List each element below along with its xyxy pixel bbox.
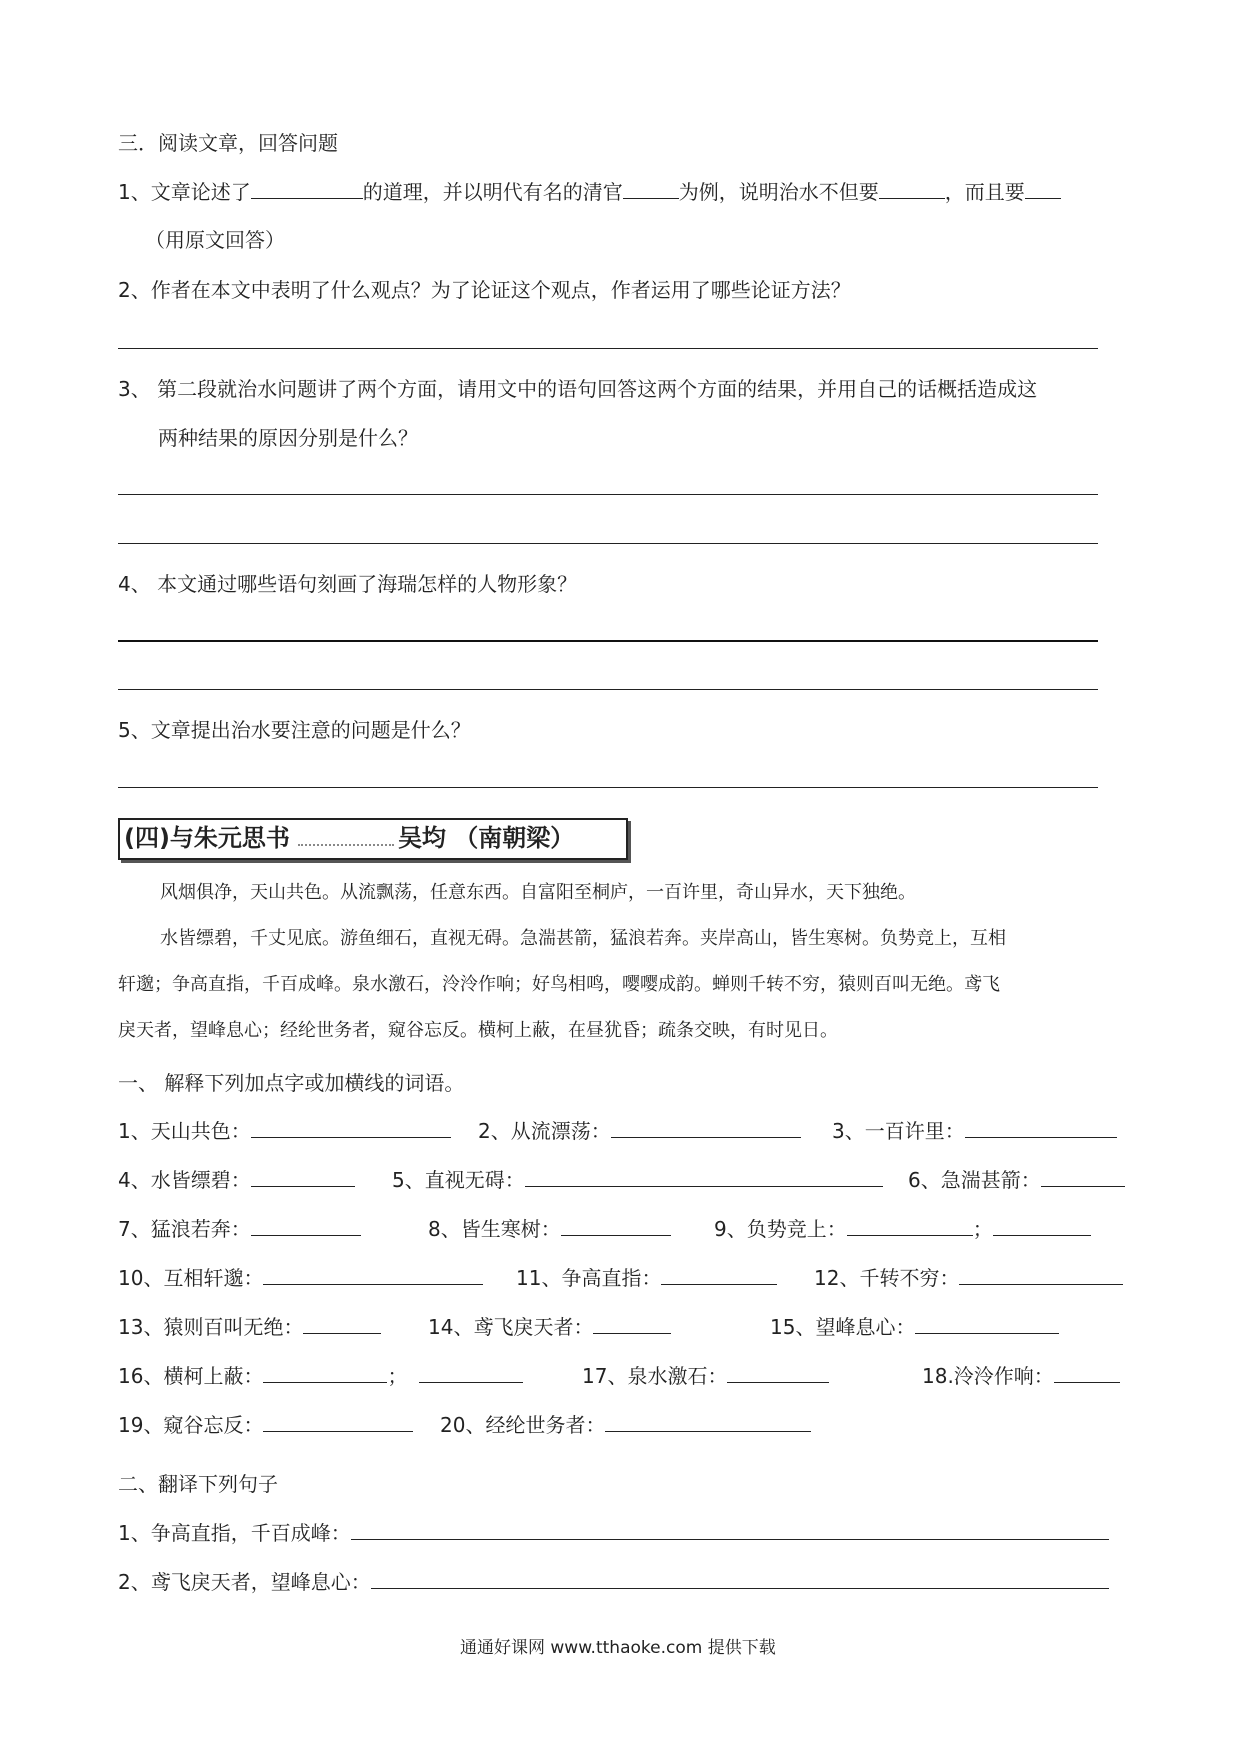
- answer-blank[interactable]: [525, 1168, 883, 1187]
- answer-blank[interactable]: [605, 1413, 811, 1432]
- translate-1: [118, 1521, 1109, 1545]
- item-label: 17、泉水激石：: [582, 1364, 728, 1388]
- answer-blank[interactable]: [263, 1364, 387, 1383]
- answer-blank[interactable]: [623, 180, 679, 199]
- item-label: 5、直视无碍：: [392, 1168, 525, 1192]
- answer-line[interactable]: [118, 787, 1098, 788]
- item-8: [428, 1217, 671, 1241]
- answer-line[interactable]: [118, 640, 1098, 642]
- answer-blank[interactable]: [419, 1364, 523, 1383]
- answer-blank[interactable]: [561, 1217, 671, 1236]
- item-label: 14、鸢飞戾天者：: [428, 1315, 594, 1339]
- item-label: 16、横柯上蔽：: [118, 1364, 264, 1388]
- answer-blank[interactable]: [593, 1315, 671, 1334]
- item-15: [770, 1315, 1059, 1339]
- answer-blank[interactable]: [251, 1217, 361, 1236]
- item-label: 9、负势竞上：: [714, 1217, 847, 1241]
- item-label: 1、天山共色：: [118, 1119, 251, 1143]
- translate-2: [118, 1570, 1109, 1594]
- title-author: 吴均 （南朝梁）: [397, 824, 575, 852]
- item-label: 1、争高直指，千百成峰：: [118, 1521, 351, 1545]
- answer-blank[interactable]: [1041, 1168, 1125, 1187]
- answer-blank[interactable]: [879, 180, 945, 199]
- question-3-line-2: 两种结果的原因分别是什么？: [158, 426, 418, 450]
- item-label: 13、猿则百叫无绝：: [118, 1315, 304, 1339]
- item-17: [582, 1364, 829, 1388]
- q1-text-4: ，而且要: [944, 180, 1025, 204]
- answer-blank[interactable]: [263, 1266, 483, 1285]
- question-1: [118, 180, 1061, 204]
- footer-text: 通通好课网 www.tthaoke.com 提供下载: [460, 1638, 776, 1658]
- section-heading: 三．阅读文章，回答问题: [118, 131, 338, 155]
- answer-blank[interactable]: [263, 1413, 413, 1432]
- question-3-line-1: 3、 第二段就治水问题讲了两个方面，请用文中的语句回答这两个方面的结果，并用自己的话概括造成这: [118, 377, 1038, 401]
- answer-line[interactable]: [118, 494, 1098, 495]
- question-2: 2、作者在本文中表明了什么观点？为了论证这个观点，作者运用了哪些论证方法？: [118, 278, 851, 302]
- item-10: [118, 1266, 483, 1290]
- title-text: (四)与朱元思书: [124, 824, 290, 852]
- item-14: [428, 1315, 671, 1339]
- item-label: 12、千转不穷：: [814, 1266, 960, 1290]
- item-2: [478, 1119, 801, 1143]
- passage-paragraph-1: 风烟俱净，天山共色。从流飘荡，任意东西。自富阳至桐庐，一百许里，奇山异水，天下独绝。: [160, 882, 916, 903]
- item-4: [118, 1168, 355, 1192]
- item-16: [118, 1364, 523, 1388]
- q1-text-2: 的道理，并以明代有名的清官: [362, 180, 623, 204]
- section-title-box: [118, 818, 628, 860]
- q1-text-3: 为例，说明治水不但要: [678, 180, 879, 204]
- answer-blank[interactable]: [993, 1217, 1091, 1236]
- q1-text-1: 1、文章论述了: [118, 180, 251, 204]
- question-4: 4、 本文通过哪些语句刻画了海瑞怎样的人物形象？: [118, 572, 578, 596]
- item-label: 2、从流漂荡：: [478, 1119, 611, 1143]
- item-label: 19、窥谷忘反：: [118, 1413, 264, 1437]
- passage-line-3: 轩邈；争高直指，千百成峰。泉水激石，泠泠作响；好鸟相鸣，嘤嘤成韵。蝉则千转不穷，猿则百叫无绝。鸢飞: [118, 974, 1000, 995]
- answer-line[interactable]: [118, 348, 1098, 349]
- item-13: [118, 1315, 381, 1339]
- part1-heading: 一、 解释下列加点字或加横线的词语。: [118, 1071, 465, 1095]
- item-18: [922, 1364, 1120, 1388]
- q1-note: （用原文回答）: [145, 228, 285, 252]
- question-5: 5、文章提出治水要注意的问题是什么？: [118, 718, 471, 742]
- item-label: 2、鸢飞戾天者，望峰息心：: [118, 1570, 371, 1594]
- answer-blank[interactable]: [1025, 180, 1061, 199]
- item-label: 11、争高直指：: [516, 1266, 662, 1290]
- answer-blank[interactable]: [251, 1168, 355, 1187]
- item-label: 15、望峰息心：: [770, 1315, 916, 1339]
- item-label: 6、急湍甚箭：: [908, 1168, 1041, 1192]
- answer-blank[interactable]: [959, 1266, 1123, 1285]
- answer-blank[interactable]: [251, 1119, 451, 1138]
- passage-line-4: 戾天者，望峰息心；经纶世务者，窥谷忘反。横柯上蔽，在昼犹昏；疏条交映，有时见日。: [118, 1020, 838, 1041]
- item-3: [832, 1119, 1117, 1143]
- answer-blank[interactable]: [303, 1315, 381, 1334]
- item-20: [440, 1413, 811, 1437]
- answer-blank[interactable]: [351, 1521, 1109, 1540]
- item-12: [814, 1266, 1123, 1290]
- item-label: 18.泠泠作响：: [922, 1364, 1054, 1388]
- title-dots: [298, 844, 394, 846]
- passage-paragraph-2: 水皆缥碧，千丈见底。游鱼细石，直视无碍。急湍甚箭，猛浪若奔。夹岸高山，皆生寒树。负势竞上，互相: [160, 928, 1006, 949]
- item-label: 3、一百许里：: [832, 1119, 965, 1143]
- answer-blank[interactable]: [915, 1315, 1059, 1334]
- item-label: 20、经纶世务者：: [440, 1413, 606, 1437]
- item-9: [714, 1217, 1091, 1241]
- answer-blank[interactable]: [1054, 1364, 1120, 1383]
- item-label: 10、互相轩邈：: [118, 1266, 264, 1290]
- answer-blank[interactable]: [611, 1119, 801, 1138]
- separator: ；: [387, 1364, 408, 1388]
- item-label: 8、皆生寒树：: [428, 1217, 561, 1241]
- answer-blank[interactable]: [371, 1570, 1109, 1589]
- separator: ；: [972, 1217, 993, 1241]
- answer-blank[interactable]: [661, 1266, 777, 1285]
- item-7: [118, 1217, 361, 1241]
- answer-blank[interactable]: [847, 1217, 973, 1236]
- answer-blank[interactable]: [727, 1364, 829, 1383]
- answer-blank[interactable]: [251, 180, 363, 199]
- item-label: 4、水皆缥碧：: [118, 1168, 251, 1192]
- answer-line[interactable]: [118, 543, 1098, 544]
- item-5: [392, 1168, 883, 1192]
- item-11: [516, 1266, 777, 1290]
- item-1: [118, 1119, 451, 1143]
- answer-blank[interactable]: [965, 1119, 1117, 1138]
- item-label: 7、猛浪若奔：: [118, 1217, 251, 1241]
- part2-heading: 二、翻译下列句子: [118, 1472, 278, 1496]
- answer-line[interactable]: [118, 689, 1098, 690]
- item-19: [118, 1413, 413, 1437]
- item-6: [908, 1168, 1125, 1192]
- section-title: [124, 824, 574, 852]
